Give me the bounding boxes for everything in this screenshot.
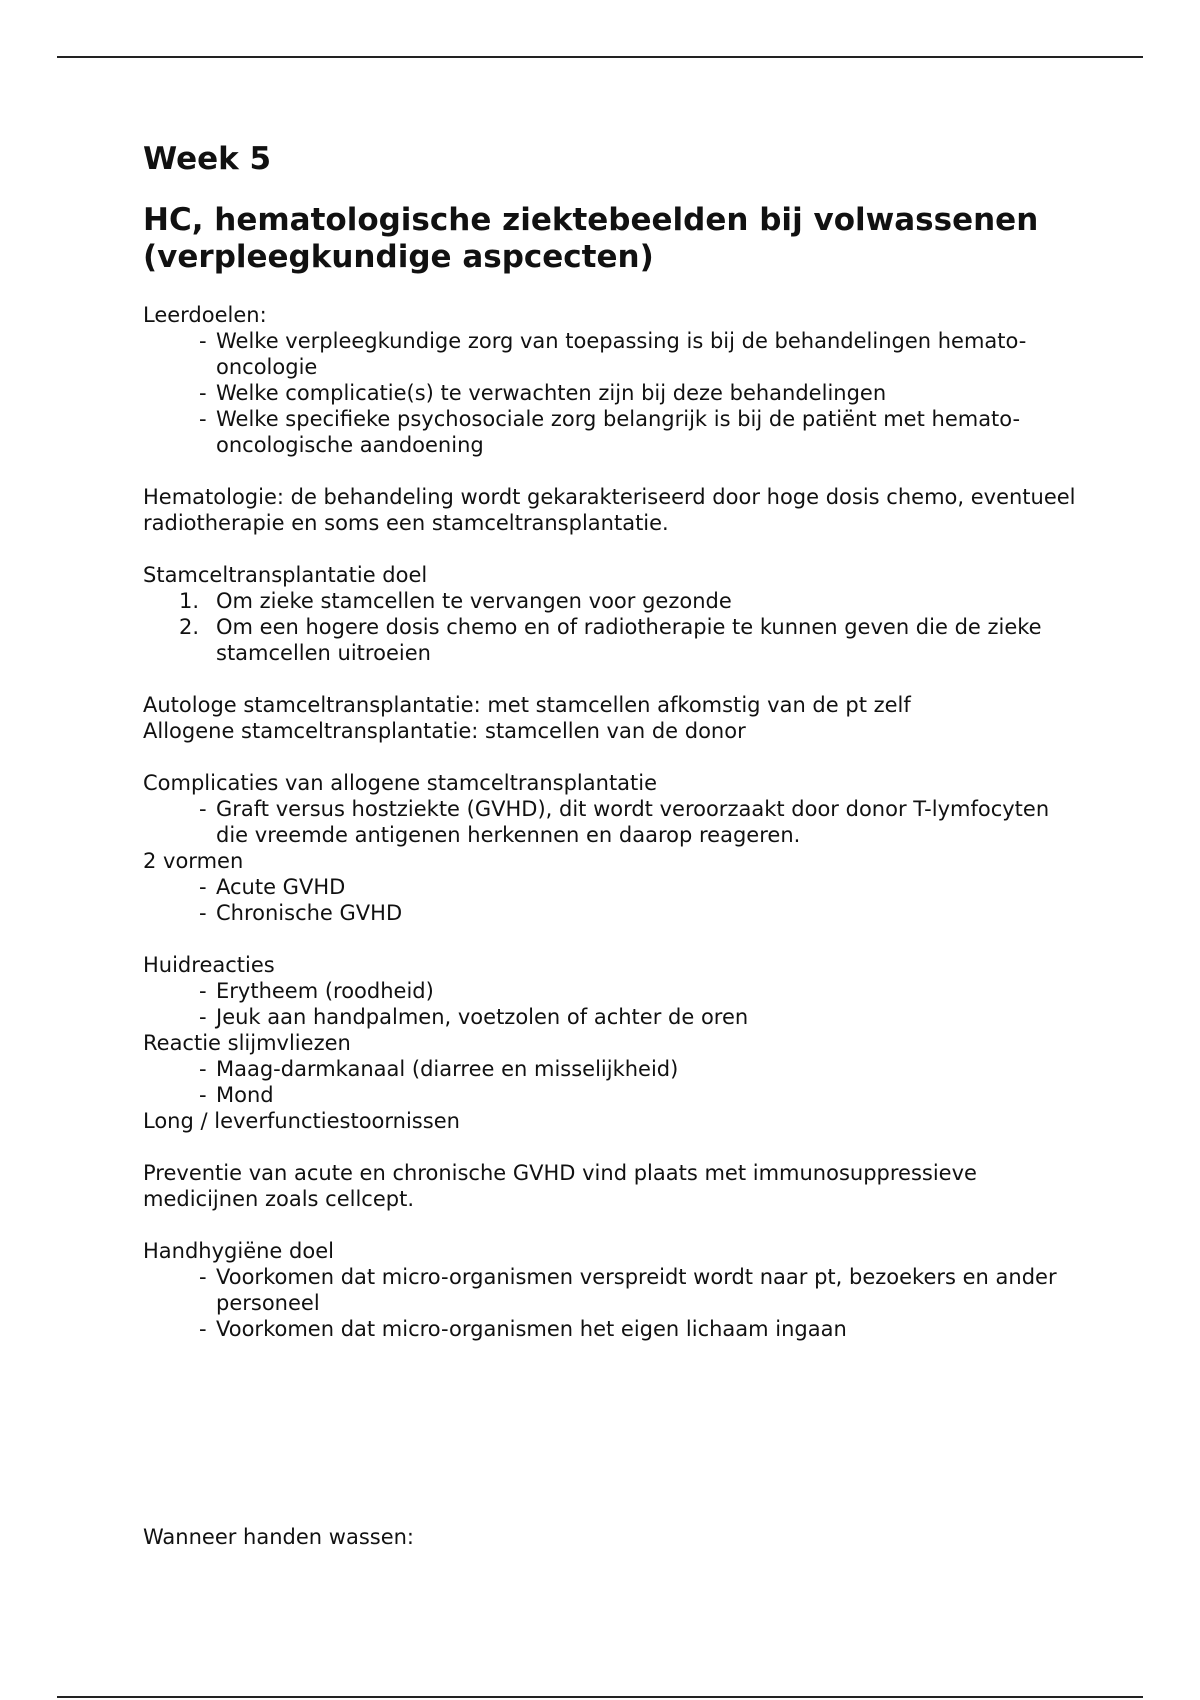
- leerdoelen-list: [143, 328, 1083, 458]
- page-title: HC, hematologische ziektebeelden bij volwassenen (verpleegkundige aspcecten): [143, 202, 1039, 275]
- list-item: - Welke verpleegkundige zorg van toepassing is bij de behandelingen hemato-oncologie: [199, 329, 1027, 379]
- document-body: [143, 140, 1083, 1550]
- huidreacties-list: [143, 978, 1083, 1030]
- list-item: 2. Om een hogere dosis chemo en of radiotherapie te kunnen geven die de zieke stamcellen uitroeien: [179, 615, 1042, 665]
- huidreacties-label: Huidreacties: [143, 953, 275, 977]
- list-item: - Voorkomen dat micro-organismen verspreidt wordt naar pt, bezoekers en ander personeel: [199, 1265, 1057, 1315]
- list-item: - Graft versus hostziekte (GVHD), dit wordt veroorzaakt door donor T-lymfocyten die vreemde antigenen herkennen en daarop reageren.: [199, 797, 1050, 847]
- complicaties-label: Complicaties van allogene stamceltransplantatie: [143, 771, 658, 795]
- handhygiene-list: [143, 1264, 1083, 1342]
- wanneer-handen-wassen: Wanneer handen wassen:: [143, 1525, 415, 1549]
- preventie-paragraph: Preventie van acute en chronische GVHD vind plaats met immunosuppressieve medicijnen zoals cellcept.: [143, 1161, 977, 1211]
- vormen-label: 2 vormen: [143, 849, 244, 873]
- list-item: - Erytheem (roodheid): [199, 979, 434, 1003]
- long-text: Long / leverfunctiestoornissen: [143, 1109, 460, 1133]
- list-item: - Jeuk aan handpalmen, voetzolen of achter de oren: [199, 1005, 749, 1029]
- slijmvliezen-list: [143, 1056, 1083, 1108]
- bottom-rule: [57, 1696, 1143, 1698]
- autologe-text: Autologe stamceltransplantatie: met stamcellen afkomstig van de pt zelf: [143, 693, 911, 717]
- leerdoelen-label: Leerdoelen:: [143, 303, 267, 327]
- list-item: - Chronische GVHD: [199, 901, 403, 925]
- stamcel-doel-label: Stamceltransplantatie doel: [143, 563, 428, 587]
- stamcel-doel-list: [143, 588, 1083, 666]
- top-rule: [57, 56, 1143, 58]
- hematologie-paragraph: Hematologie: de behandeling wordt gekarakteriseerd door hoge dosis chemo, eventueel radiotherapie en soms een stamceltransplantatie.: [143, 485, 1076, 535]
- handhygiene-label: Handhygiëne doel: [143, 1239, 334, 1263]
- page-heading: Week 5: [143, 141, 272, 177]
- list-item: - Maag-darmkanaal (diarree en misselijkheid): [199, 1057, 679, 1081]
- list-item: - Acute GVHD: [199, 875, 346, 899]
- complicaties-list: [143, 796, 1083, 848]
- vormen-list: [143, 874, 1083, 926]
- list-item: - Welke complicatie(s) te verwachten zijn bij deze behandelingen: [199, 381, 887, 405]
- list-item: - Welke specifieke psychosociale zorg belangrijk is bij de patiënt met hemato-oncologische aandoening: [199, 407, 1021, 457]
- list-item: 1. Om zieke stamcellen te vervangen voor gezonde: [179, 589, 732, 613]
- allogene-text: Allogene stamceltransplantatie: stamcellen van de donor: [143, 719, 746, 743]
- list-item: - Mond: [199, 1083, 274, 1107]
- slijmvliezen-label: Reactie slijmvliezen: [143, 1031, 351, 1055]
- list-item: - Voorkomen dat micro-organismen het eigen lichaam ingaan: [199, 1317, 847, 1341]
